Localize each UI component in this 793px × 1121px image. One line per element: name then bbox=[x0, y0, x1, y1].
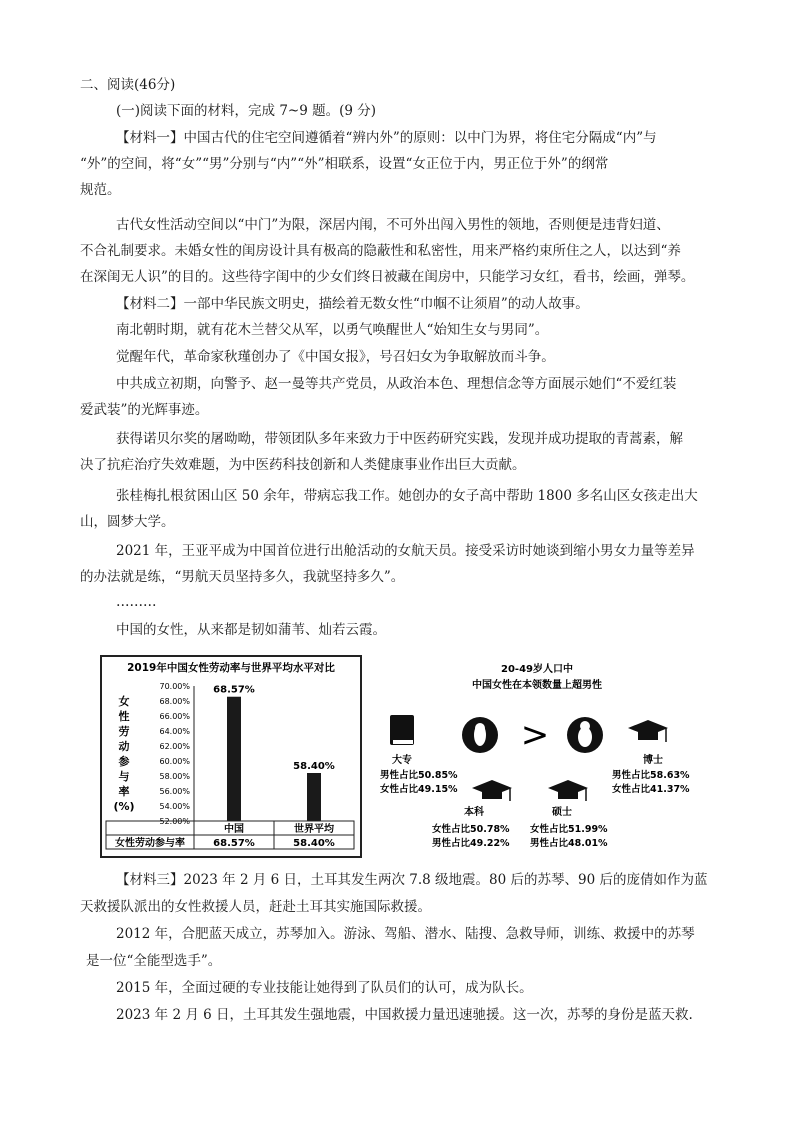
paragraph-line: 获得诺贝尔奖的屠呦呦，带领团队多年来致力于中医药研究实践，发现并成功提取的青蒿素，解 bbox=[116, 431, 683, 447]
dazhuan-label: 大专 bbox=[392, 755, 412, 766]
infographic-subtitle: 中国女性在本领数量上超男性 bbox=[472, 680, 602, 691]
benke-label: 本科 bbox=[464, 807, 484, 818]
paragraph-line: 2021 年，王亚平成为中国首位进行出舱活动的女航天员。接受采访时她谈到缩小男女力量等差异 bbox=[116, 543, 695, 559]
female-icon bbox=[462, 717, 498, 753]
y-tick-label: 62.00% bbox=[159, 742, 190, 751]
y-tick-label: 58.00% bbox=[159, 772, 190, 781]
paragraph-line: 决了抗疟治疗失效难题，为中医药科技创新和人类健康事业作出巨大贡献。 bbox=[80, 457, 526, 473]
paragraph-line: 在深闺无人识”的目的。这些待字闺中的少女们终日被藏在闺房中，只能学习女红，看书，绘画，弹琴。 bbox=[80, 269, 695, 285]
x-tick-label: 世界平均 bbox=[294, 824, 334, 835]
bar bbox=[227, 697, 241, 821]
y-axis-label-char: 率 bbox=[118, 785, 130, 798]
paragraph-line: 不合礼制要求。未婚女性的闺房设计具有极高的隐蔽性和私密性，用来严格约束所住之人，以达到“养 bbox=[80, 243, 681, 259]
paragraph-line: 【材料二】一部中华民族文明史，描绘着无数女性“巾帼不让须眉”的动人故事。 bbox=[116, 296, 589, 312]
chart-title: 2019年中国女性劳动率与世界平均水平对比 bbox=[127, 662, 335, 674]
greater-than-sign: > bbox=[520, 715, 550, 755]
boshi-label: 博士 bbox=[643, 755, 663, 766]
paragraph-line: 的办法就是练，“男航天员坚持多久，我就坚持多久”。 bbox=[80, 569, 405, 585]
paragraph-line: “外”的空间，将“女”“男”分别与“内”“外”相联系，设置“女正位于内，男正位于外”的纲常 bbox=[80, 156, 609, 172]
graduation-cap-icon bbox=[548, 780, 588, 801]
y-axis-label-char: 动 bbox=[118, 740, 130, 753]
labor-participation-chart bbox=[100, 655, 362, 858]
bar-value-label: 58.40% bbox=[293, 761, 335, 772]
table-value: 58.40% bbox=[293, 838, 335, 849]
y-tick-label: 60.00% bbox=[159, 757, 190, 766]
paragraph-line: 山，圆梦大学。 bbox=[80, 514, 175, 530]
y-tick-label: 64.00% bbox=[159, 727, 190, 736]
benke-stat: 男性占比49.22% bbox=[432, 838, 510, 849]
y-axis-label-char: 参 bbox=[118, 755, 130, 768]
x-tick-label: 中国 bbox=[224, 824, 244, 835]
paragraph-line: 是一位“全能型选手”。 bbox=[86, 953, 222, 969]
table-row-label: 女性劳动参与率 bbox=[115, 838, 185, 849]
graduation-cap-icon bbox=[628, 720, 668, 742]
bars bbox=[213, 685, 335, 821]
shuoshi-stat: 男性占比48.01% bbox=[530, 838, 608, 849]
book-icon bbox=[390, 715, 414, 745]
paragraph-line: 爱武装”的光辉事迹。 bbox=[80, 402, 209, 418]
infographic-svg bbox=[380, 660, 690, 860]
paragraph-line: 2012 年，合肥蓝天成立，苏琴加入。游泳、驾船、潜水、陆搜、急救导师，训练、救援中的苏琴 bbox=[116, 926, 695, 942]
y-axis-label-char: (%) bbox=[113, 800, 135, 813]
dazhuan-stat: 男性占比50.85% bbox=[380, 770, 458, 781]
paragraph-line: 【材料三】2023 年 2 月 6 日，土耳其发生两次 7.8 级地震。80 后的苏琴、90 后的庞倩如作为蓝 bbox=[116, 872, 708, 888]
benke-stat: 女性占比50.78% bbox=[432, 824, 510, 835]
y-tick-label: 54.00% bbox=[159, 802, 190, 811]
bar bbox=[307, 773, 321, 821]
male-icon bbox=[567, 717, 603, 753]
shuoshi-label: 硕士 bbox=[552, 807, 572, 818]
y-tick-label: 70.00% bbox=[159, 682, 190, 691]
ellipsis-line: ……… bbox=[116, 594, 157, 610]
paragraph-line: 天救援队派出的女性救援人员，赶赴土耳其实施国际救援。 bbox=[80, 899, 431, 915]
y-tick-label: 66.00% bbox=[159, 712, 190, 721]
paragraph-line: 南北朝时期，就有花木兰替父从军，以勇气唤醒世人“始知生女与男同”。 bbox=[116, 322, 549, 338]
y-axis-label-char: 与 bbox=[118, 770, 130, 783]
y-axis-label-char: 女 bbox=[118, 695, 130, 708]
paragraph-line: 觉醒年代，革命家秋瑾创办了《中国女报》，号召妇女为争取解放而斗争。 bbox=[116, 349, 555, 365]
section-heading: 二、阅读(46分) bbox=[80, 77, 176, 93]
y-tick-label: 68.00% bbox=[159, 697, 190, 706]
y-axis-label-char: 性 bbox=[118, 710, 130, 723]
boshi-stat: 女性占比41.37% bbox=[612, 784, 690, 795]
paragraph-line: 【材料一】中国古代的住宅空间遵循着“辨内外”的原则：以中门为界，将住宅分隔成“内”与 bbox=[116, 130, 657, 146]
y-tick-label: 52.00% bbox=[159, 817, 190, 826]
infographic-title: 20-49岁人口中 bbox=[501, 664, 573, 675]
graduation-cap-icon bbox=[472, 780, 512, 801]
paragraph-line: 张桂梅扎根贫困山区 50 余年，带病忘我工作。她创办的女子高中帮助 1800 多名山区女孩走出大 bbox=[116, 488, 698, 504]
paragraph-line: 中共成立初期，向警予、赵一曼等共产党员，从政治本色、理想信念等方面展示她们“不爱红装 bbox=[116, 376, 677, 392]
boshi-stat: 男性占比58.63% bbox=[612, 770, 690, 781]
y-axis-label bbox=[113, 694, 134, 813]
y-axis-ticks bbox=[159, 682, 190, 826]
chart-svg bbox=[102, 657, 360, 856]
y-tick-label: 56.00% bbox=[159, 787, 190, 796]
paragraph-line: 古代女性活动空间以“中门”为限，深居内闱，不可外出闯入男性的领地，否则便是违背妇道、 bbox=[116, 217, 670, 233]
shuoshi-stat: 女性占比51.99% bbox=[530, 824, 608, 835]
paragraph-line: 中国的女性，从来都是韧如蒲苇、灿若云霞。 bbox=[116, 622, 386, 638]
bar-value-label: 68.57% bbox=[213, 684, 255, 696]
dazhuan-stat: 女性占比49.15% bbox=[380, 784, 458, 795]
question-intro: (一)阅读下面的材料，完成 7~9 题。(9 分) bbox=[116, 103, 377, 119]
y-axis-label-char: 劳 bbox=[118, 725, 130, 738]
education-infographic bbox=[380, 660, 690, 860]
paragraph-line: 2015 年，全面过硬的专业技能让她得到了队员们的认可，成为队长。 bbox=[116, 980, 533, 996]
paragraph-line: 2023 年 2 月 6 日，土耳其发生强地震，中国救援力量迅速驰援。这一次，苏琴的身份是蓝天救. bbox=[116, 1007, 693, 1023]
paragraph-line: 规范。 bbox=[80, 182, 121, 198]
table-value: 68.57% bbox=[213, 838, 255, 849]
